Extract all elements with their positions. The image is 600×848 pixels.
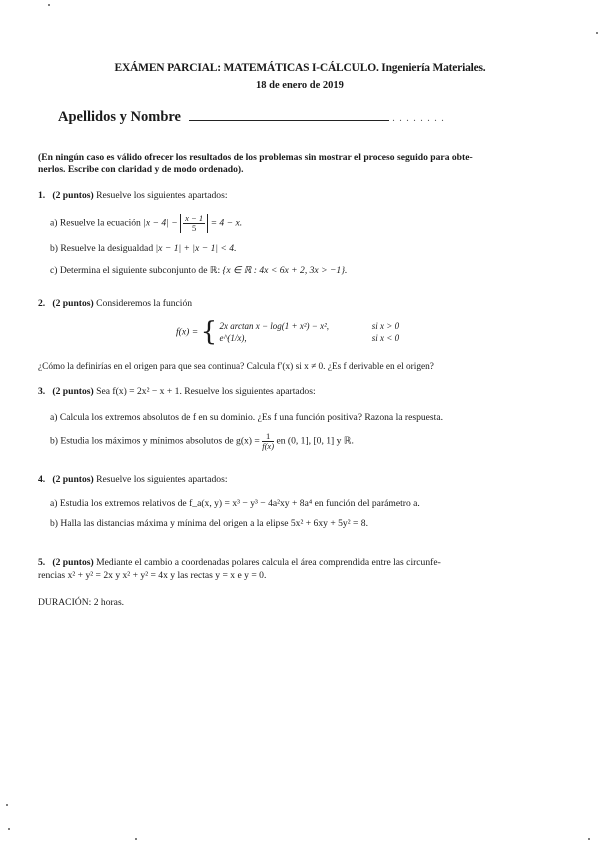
problem-1c (50, 265, 347, 276)
problem-5 (38, 556, 568, 582)
item-label: b) (50, 243, 58, 254)
abs-value-fraction (180, 214, 208, 233)
item-label: a) (50, 217, 58, 229)
problem-points: (2 puntos) (52, 386, 94, 397)
exam-title: EXÁMEN PARCIAL: MATEMÁTICAS I-CÁLCULO. Ingeniería Materiales. (114, 62, 486, 74)
problem-intro: Sea f(x) = 2x² − x + 1. Resuelve los siguientes apartados: (96, 386, 316, 397)
case-1-condition: si x > 0 (371, 321, 400, 331)
subset-expression: {x ∈ ℝ : 4x < 6x + 2, 3x > −1}. (222, 265, 348, 276)
equation-lhs: |x − 4| − (143, 217, 178, 229)
name-label: Apellidos y Nombre (58, 109, 181, 125)
problem-2-heading (38, 298, 192, 309)
problem-points: (2 puntos) (52, 298, 94, 309)
problem-intro: Resuelve los siguientes apartados: (96, 190, 228, 201)
problem-points: (2 puntos) (52, 474, 94, 485)
function-lhs: f(x) = (176, 326, 199, 338)
problem-points: (2 puntos) (52, 190, 94, 201)
piecewise-cases (220, 320, 400, 344)
fraction-numerator: x − 1 (185, 213, 204, 223)
problem-number: 4. (38, 474, 46, 485)
fraction-denominator: 5 (192, 223, 197, 233)
item-label: c) (50, 265, 58, 276)
problem-2-question: ¿Cómo la definirías en el origen para que sea continua? Calcula f′(x) si x ≠ 0. ¿Es f derivable en el origen? (38, 362, 434, 372)
name-dots: . . . . . . . . (392, 113, 445, 124)
problem-4-heading (38, 474, 228, 485)
problem-number: 1. (38, 190, 46, 201)
item-text: Determina el siguiente subconjunto de ℝ: (59, 265, 221, 276)
instructions (38, 152, 568, 176)
problem-points: (2 puntos) (52, 557, 94, 568)
fraction-denominator: f(x) (262, 441, 275, 451)
item-tail: en (0, 1], [0, 1] y ℝ. (276, 435, 354, 447)
item-text: Resuelve la ecuación (59, 217, 141, 229)
problem-number: 2. (38, 298, 46, 309)
equation-rhs: = 4 − x. (210, 217, 243, 229)
problem-number: 5. (38, 557, 46, 568)
problem-1-heading (38, 190, 228, 201)
name-line (58, 108, 445, 126)
piecewise-function (176, 317, 400, 347)
problem-5-line-2: rencias x² + y² = 2x y x² + y² = 4x y las rectas y = x e y = 0. (38, 570, 267, 581)
problem-1b (50, 243, 236, 254)
case-1-expression: 2x arctan x − log(1 + x²) − x², (219, 321, 330, 331)
brace-icon: { (200, 317, 218, 347)
item-text: Estudia los extremos relativos de f_a(x, y) = x³ − y³ − 4a²xy + 8a⁴ en función del parámetro a. (59, 498, 420, 509)
item-text: Resuelve la desigualdad (60, 243, 154, 254)
case-2-condition: si x < 0 (371, 333, 400, 343)
problem-4a (50, 498, 420, 509)
fraction (262, 432, 274, 451)
item-label: b) (50, 435, 58, 447)
scan-speck (48, 4, 50, 6)
item-text: Calcula los extremos absolutos de f en su dominio. ¿Es f una función positiva? Razona la respuesta. (59, 412, 443, 423)
fraction (183, 214, 205, 233)
scan-speck (135, 838, 137, 840)
inequality: |x − 1| + |x − 1| < 4. (155, 243, 237, 254)
instructions-line-2: nerlos. Escribe con claridad y de modo ordenado). (38, 164, 244, 175)
problem-5-line-1: Mediante el cambio a coordenadas polares calcula el área comprendida entre las circunfe- (96, 557, 441, 568)
problem-1a (50, 214, 242, 233)
problem-intro: Resuelve los siguientes apartados: (96, 474, 228, 485)
problem-number: 3. (38, 386, 46, 397)
scan-speck (588, 838, 590, 840)
item-label: a) (50, 412, 58, 423)
problem-4b (50, 518, 368, 529)
instructions-line-1: (En ningún caso es válido ofrecer los resultados de los problemas sin mostrar el proceso seguido para obte- (38, 152, 473, 163)
duration: DURACIÓN: 2 horas. (38, 597, 125, 608)
case-2-expression: e^(1/x), (219, 333, 247, 343)
exam-date: 18 de enero de 2019 (256, 80, 344, 91)
item-text: Halla las distancias máxima y mínima del origen a la elipse 5x² + 6xy + 5y² = 8. (60, 518, 369, 529)
scan-speck (6, 804, 8, 806)
scan-speck (596, 32, 598, 34)
item-label: a) (50, 498, 58, 509)
problem-3-heading (38, 386, 316, 397)
fraction-numerator: 1 (262, 432, 274, 442)
problem-3a (50, 412, 443, 423)
problem-intro: Consideremos la función (96, 298, 193, 309)
scan-speck (8, 828, 10, 830)
name-blank (189, 108, 389, 121)
item-text: Estudia los máximos y mínimos absolutos de g(x) = (60, 435, 260, 447)
problem-3b (50, 432, 354, 451)
item-label: b) (50, 518, 58, 529)
